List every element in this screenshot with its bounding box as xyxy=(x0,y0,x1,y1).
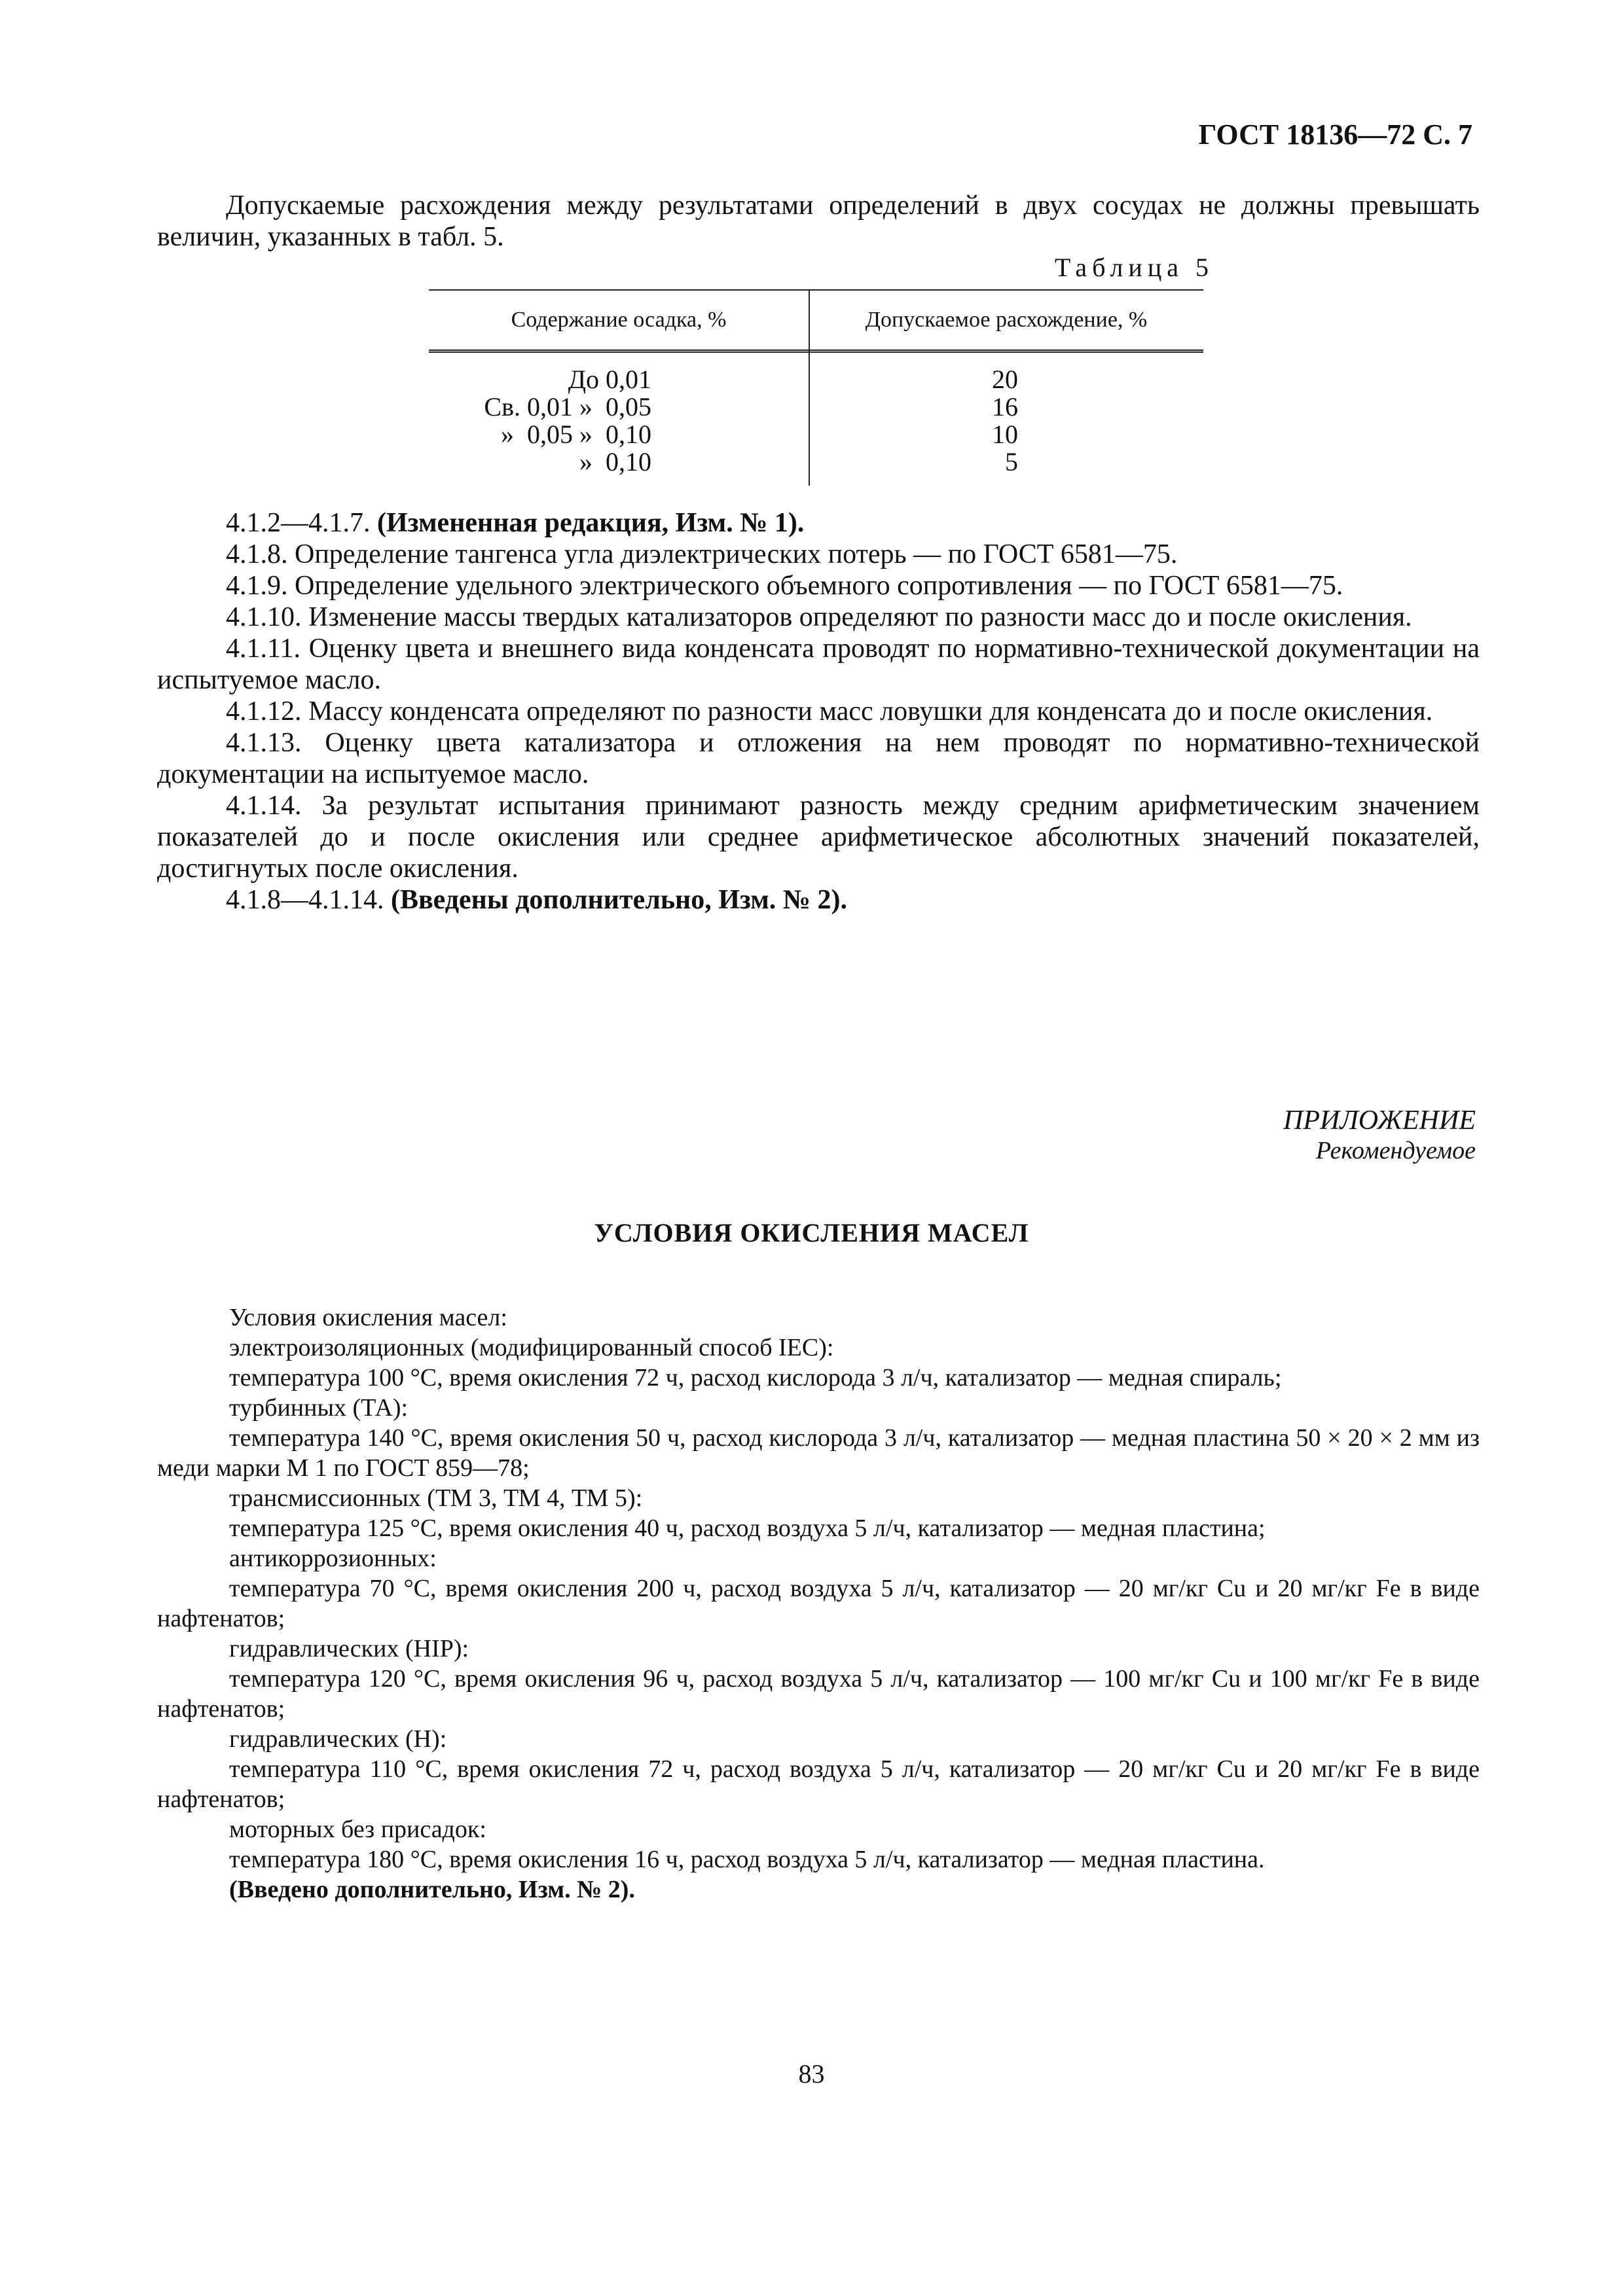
table-caption: Таблица 5 xyxy=(1054,253,1214,282)
intro-paragraph: Допускаемые расхождения между результатами определений в двух сосудах не должны превышать величин, указанных в табл. 5. xyxy=(157,190,1480,252)
section-4-1-10: 4.1.10. Изменение массы твердых катализаторов определяют по разности масс до и после окисления. xyxy=(226,602,1412,632)
condition-line: турбинных (ТА): xyxy=(229,1394,409,1422)
amendment-note: (Измененная редакция, Изм. № 1). xyxy=(377,508,805,538)
condition-line: гидравлических (НIР): xyxy=(229,1635,469,1662)
condition-line: температура 100 °С, время окисления 72 ч, расход кислорода 3 л/ч, катализатор — медная спираль; xyxy=(229,1364,1282,1391)
sections-block xyxy=(157,507,1480,916)
table-row xyxy=(429,366,1203,393)
section-4-1-11: 4.1.11. Оценку цвета и внешнего вида конденсата проводят по нормативно-технической документации на испытуемое масло. xyxy=(157,634,1480,695)
table-cell-tolerance: 16 xyxy=(992,392,1018,422)
condition-line: антикоррозионных: xyxy=(229,1545,437,1572)
table-header xyxy=(429,289,1203,353)
conditions-block xyxy=(157,1302,1480,1905)
table-row xyxy=(429,448,1203,476)
section-text: 4.1.2—4.1.7. xyxy=(226,508,377,538)
page-number: 83 xyxy=(798,2059,825,2089)
condition-line: температура 125 °С, время окисления 40 ч, расход воздуха 5 л/ч, катализатор — медная пластина; xyxy=(229,1515,1266,1542)
section-4-1-9: 4.1.9. Определение удельного электрического объемного сопротивления — по ГОСТ 6581—75. xyxy=(226,571,1343,601)
table-cell-sediment: » 0,10 xyxy=(579,447,651,476)
table-cell-sediment: » 0,05 » 0,10 xyxy=(501,420,651,449)
table-cell-tolerance: 20 xyxy=(992,365,1018,394)
condition-line: электроизоляционных (модифицированный способ IEC): xyxy=(229,1334,834,1361)
page-header: ГОСТ 18136—72 С. 7 xyxy=(1198,118,1472,151)
section-4-1-13: 4.1.13. Оценку цвета катализатора и отложения на нем проводят по нормативно-технической документации на испытуемое масло. xyxy=(157,728,1480,789)
condition-line: температура 120 °С, время окисления 96 ч, расход воздуха 5 л/ч, катализатор — 100 мг/кг Cu и 100 мг/кг Fe в виде нафтенатов; xyxy=(157,1665,1480,1723)
section-4-1-8: 4.1.8. Определение тангенса угла диэлектрических потерь — по ГОСТ 6581—75. xyxy=(226,539,1178,569)
condition-line: трансмиссионных (ТМ 3, ТМ 4, ТМ 5): xyxy=(229,1484,643,1512)
condition-line: моторных без присадок: xyxy=(229,1816,486,1843)
section-4-1-2 xyxy=(157,507,1480,539)
condition-line: температура 110 °С, время окисления 72 ч, расход воздуха 5 л/ч, катализатор — 20 мг/кг Cu и 20 мг/кг Fe в виде нафтенатов; xyxy=(157,1755,1480,1813)
condition-line: температура 70 °С, время окисления 200 ч, расход воздуха 5 л/ч, катализатор — 20 мг/кг Cu и 20 мг/кг Fe в виде нафтенатов; xyxy=(157,1575,1480,1632)
table-row xyxy=(429,421,1203,448)
condition-line: гидравлических (Н): xyxy=(229,1725,447,1753)
amendment-note: (Введены дополнительно, Изм. № 2). xyxy=(391,885,847,915)
section-text: 4.1.8—4.1.14. xyxy=(226,885,391,915)
appendix-status: Рекомендуемое xyxy=(1315,1137,1476,1164)
table-body xyxy=(429,353,1203,488)
condition-line: температура 180 °С, время окисления 16 ч, расход воздуха 5 л/ч, катализатор — медная пластина. xyxy=(229,1846,1265,1873)
condition-line: температура 140 °С, время окисления 50 ч, расход кислорода 3 л/ч, катализатор — медная пластина 50 × 20 × 2 мм из меди марки М 1 по ГОСТ 859—78; xyxy=(157,1424,1480,1482)
section-4-1-12: 4.1.12. Массу конденсата определяют по разности масс ловушки для конденсата до и после окисления. xyxy=(226,696,1433,726)
table-header-tolerance: Допускаемое расхождение, % xyxy=(865,308,1148,332)
condition-line: Условия окисления масел: xyxy=(229,1304,507,1331)
intro-block xyxy=(157,190,1480,253)
appendix-title-label: ПРИЛОЖЕНИЕ xyxy=(1283,1105,1476,1136)
appendix-heading: УСЛОВИЯ ОКИСЛЕНИЯ МАСЕЛ xyxy=(594,1218,1029,1247)
table-cell-tolerance: 5 xyxy=(1005,447,1018,476)
table-cell-sediment: До 0,01 xyxy=(568,365,651,394)
appendix-label xyxy=(1283,1105,1476,1165)
table-5 xyxy=(429,289,1203,488)
table-cell-tolerance: 10 xyxy=(992,420,1018,449)
section-4-1-14: 4.1.14. За результат испытания принимают разность между средним арифметическим значением показателей до и после окисления или среднее арифметическое абсолютных значений показателей, достигнутых после окисления. xyxy=(157,791,1480,884)
appendix-amendment-note: (Введено дополнительно, Изм. № 2). xyxy=(229,1876,635,1903)
section-4-1-8-14-note xyxy=(157,884,1480,916)
table-header-sediment: Содержание осадка, % xyxy=(511,308,727,332)
table-row xyxy=(429,393,1203,421)
table-cell-sediment: Св. 0,01 » 0,05 xyxy=(484,392,651,422)
